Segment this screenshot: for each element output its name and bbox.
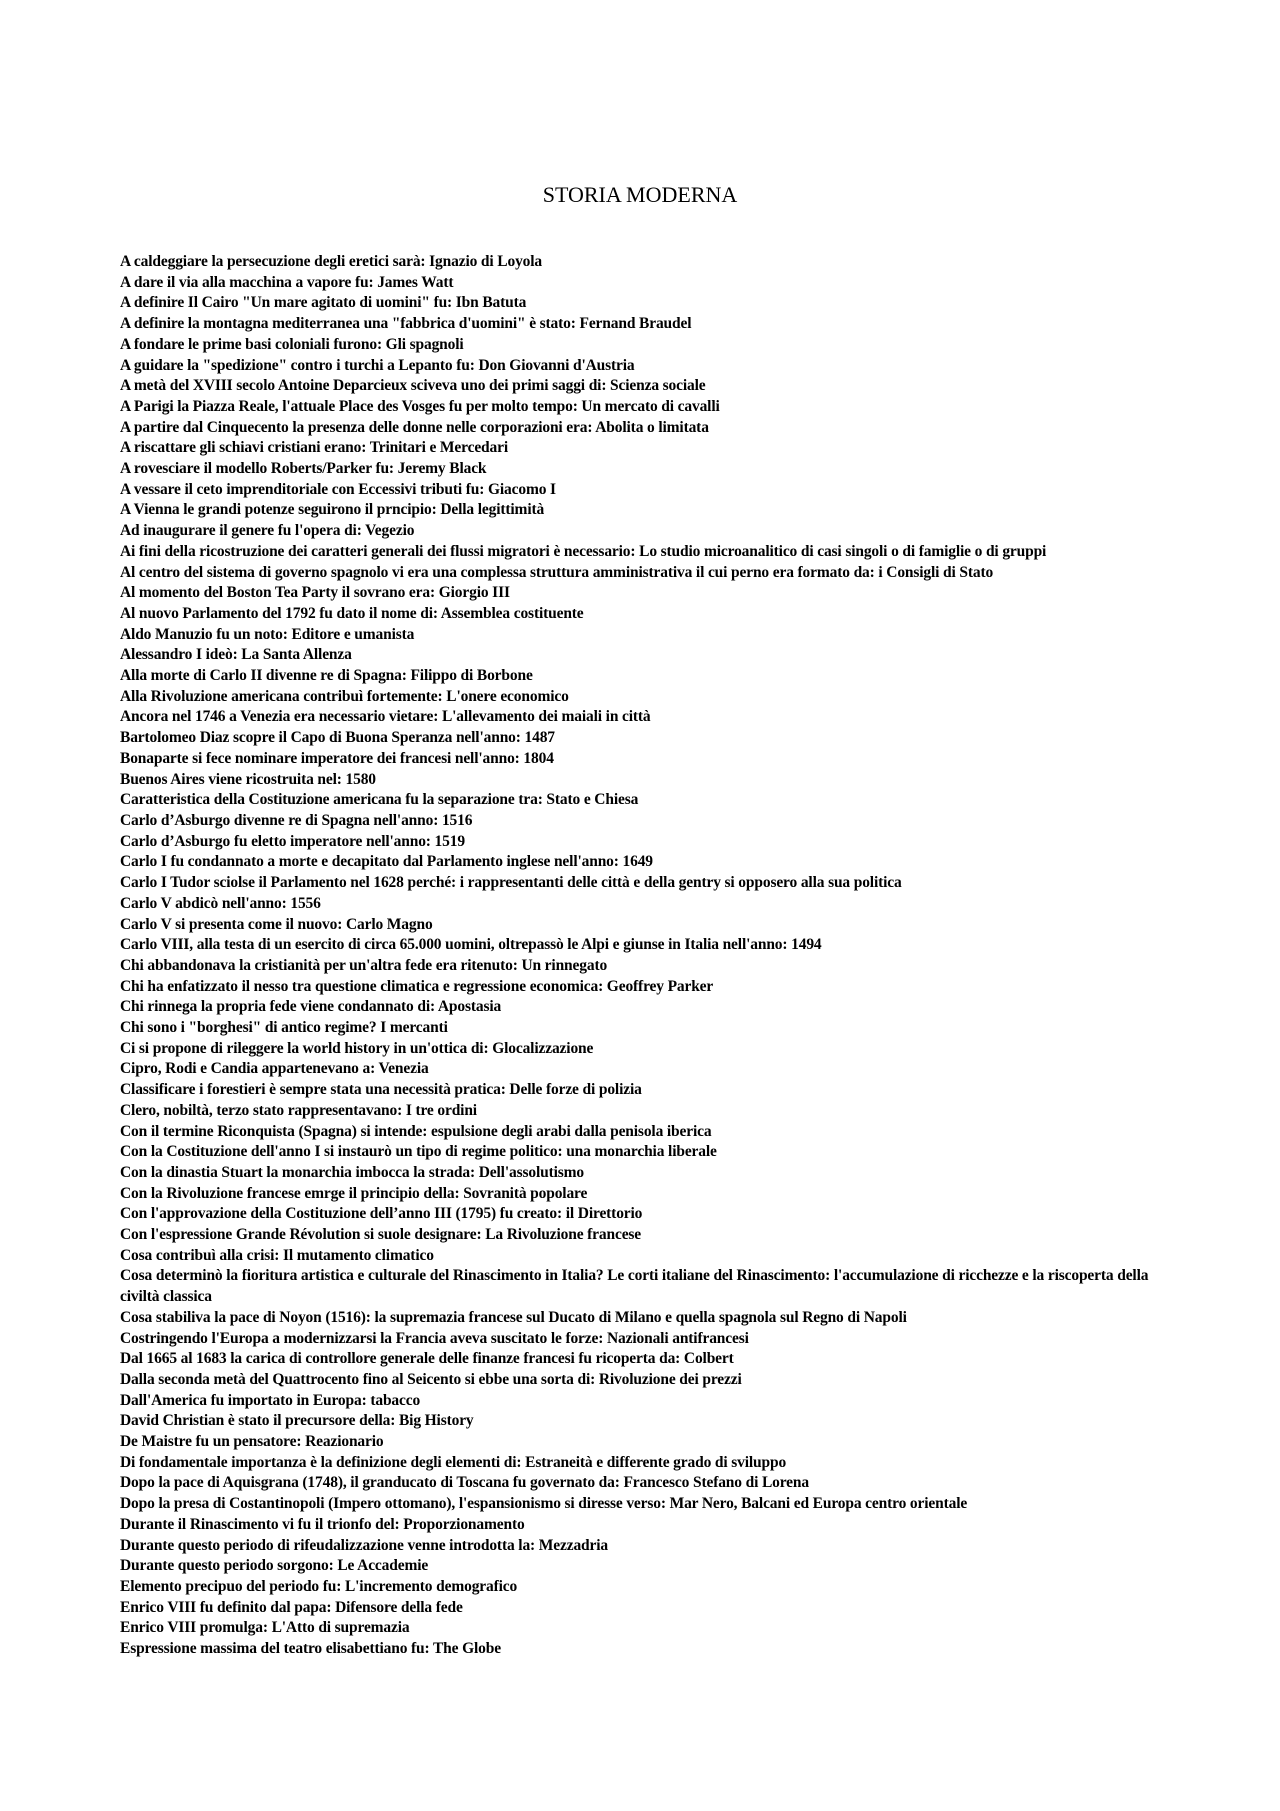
- list-item: Con il termine Riconquista (Spagna) si intende: espulsione degli arabi dalla penisola iberica: [120, 1122, 712, 1140]
- list-item: Cosa determinò la fioritura artistica e culturale del Rinascimento in Italia? Le corti italiane del Rinascimento: l'accumulazione di ricchezze e la riscoperta della civiltà classica: [120, 1267, 1149, 1306]
- list-item: Con l'approvazione della Costituzione dell’anno III (1795) fu creato: il Direttorio: [120, 1205, 643, 1223]
- list-item: Carlo I fu condannato a morte e decapitato dal Parlamento inglese nell'anno: 1649: [120, 853, 653, 871]
- list-item: Con la dinastia Stuart la monarchia imbocca la strada: Dell'assolutismo: [120, 1163, 584, 1181]
- list-item: Alessandro I ideò: La Santa Allenza: [120, 646, 352, 664]
- list-item: Dopo la pace di Aquisgrana (1748), il granducato di Toscana fu governato da: Francesco Stefano di Lorena: [120, 1474, 809, 1492]
- list-item: Chi rinnega la propria fede viene condannato di: Apostasia: [120, 998, 502, 1016]
- list-item: Chi ha enfatizzato il nesso tra questione climatica e regressione economica: Geoffrey Parker: [120, 977, 714, 995]
- list-item: Alla morte di Carlo II divenne re di Spagna: Filippo di Borbone: [120, 667, 533, 685]
- list-item: Alla Rivoluzione americana contribuì fortemente: L'onere economico: [120, 687, 569, 705]
- list-item: Chi abbandonava la cristianità per un'altra fede era ritenuto: Un rinnegato: [120, 956, 608, 974]
- list-item: Ai fini della ricostruzione dei caratteri generali dei flussi migratori è necessario: Lo studio microanalitico di casi singoli o di famiglie o di gruppi: [120, 542, 1047, 560]
- list-item: Elemento precipuo del periodo fu: L'incremento demografico: [120, 1578, 518, 1595]
- list-item: Durante questo periodo sorgono: Le Accademie: [120, 1557, 429, 1575]
- list-item: Chi sono i "borghesi" di antico regime? I mercanti: [120, 1019, 448, 1037]
- list-item: Con la Costituzione dell'anno I si instaurò un tipo di regime politico: una monarchia liberale: [120, 1143, 717, 1161]
- list-item: Dall'America fu importato in Europa: tabacco: [120, 1391, 421, 1409]
- list-item: Cipro, Rodi e Candia appartenevano a: Venezia: [120, 1060, 429, 1078]
- list-item: De Maistre fu un pensatore: Reazionario: [120, 1433, 384, 1451]
- list-item: A Vienna le grandi potenze seguirono il prncipio: Della legittimità: [120, 501, 545, 519]
- entry-list: [120, 252, 1170, 1660]
- list-item: A vessare il ceto imprenditoriale con Eccessivi tributi fu: Giacomo I: [120, 480, 556, 498]
- list-item: Dopo la presa di Costantinopoli (Impero ottomano), l'espansionismo si diresse verso: Mar Nero, Balcani ed Europa centro orientale: [120, 1495, 968, 1513]
- list-item: Al momento del Boston Tea Party il sovrano era: Giorgio III: [120, 584, 510, 602]
- list-item: Dal 1665 al 1683 la carica di controllore generale delle finanze francesi fu ricoperta da: Colbert: [120, 1350, 734, 1368]
- list-item: Carlo V si presenta come il nuovo: Carlo Magno: [120, 915, 433, 933]
- list-item: Dalla seconda metà del Quattrocento fino al Seicento si ebbe una sorta di: Rivoluzione dei prezzi: [120, 1370, 742, 1388]
- list-item: Cosa stabiliva la pace di Noyon (1516): la supremazia francese sul Ducato di Milano e quella spagnola sul Regno di Napoli: [120, 1308, 907, 1326]
- list-item: A guidare la "spedizione" contro i turchi a Lepanto fu: Don Giovanni d'Austria: [120, 356, 635, 374]
- list-item: Con la Rivoluzione francese emrge il principio della: Sovranità popolare: [120, 1184, 588, 1202]
- list-item: Ad inaugurare il genere fu l'opera di: Vegezio: [120, 522, 415, 540]
- list-item: Carlo d’Asburgo fu eletto imperatore nell'anno: 1519: [120, 832, 465, 850]
- list-item: A dare il via alla macchina a vapore fu: James Watt: [120, 273, 454, 291]
- list-item: A partire dal Cinquecento la presenza delle donne nelle corporazioni era: Abolita o limitata: [120, 418, 709, 436]
- list-item: Aldo Manuzio fu un noto: Editore e umanista: [120, 625, 415, 643]
- list-item: Enrico VIII promulga: L'Atto di supremazia: [120, 1619, 410, 1637]
- document-title: STORIA MODERNA: [542, 182, 738, 207]
- list-item: Con l'espressione Grande Révolution si suole designare: La Rivoluzione francese: [120, 1226, 642, 1244]
- list-item: Bartolomeo Diaz scopre il Capo di Buona Speranza nell'anno: 1487: [120, 729, 555, 747]
- list-item: A metà del XVIII secolo Antoine Deparcieux sciveva uno dei primi saggi di: Scienza sociale: [120, 377, 706, 395]
- list-item: A rovesciare il modello Roberts/Parker fu: Jeremy Black: [120, 460, 487, 478]
- list-item: Espressione massima del teatro elisabettiano fu: The Globe: [120, 1640, 501, 1658]
- list-item: Bonaparte si fece nominare imperatore dei francesi nell'anno: 1804: [120, 749, 554, 767]
- list-item: Carlo VIII, alla testa di un esercito di circa 65.000 uomini, oltrepassò le Alpi e giunse in Italia nell'anno: 1494: [120, 936, 822, 954]
- list-item: Classificare i forestieri è sempre stata una necessità pratica: Delle forze di polizia: [120, 1081, 642, 1099]
- list-item: Cosa contribuì alla crisi: Il mutamento climatico: [120, 1246, 434, 1264]
- list-item: Carlo V abdicò nell'anno: 1556: [120, 894, 321, 912]
- list-item: Al nuovo Parlamento del 1792 fu dato il nome di: Assemblea costituente: [120, 604, 584, 622]
- list-item: Clero, nobiltà, terzo stato rappresentavano: I tre ordini: [120, 1101, 477, 1119]
- list-item: A definire la montagna mediterranea una "fabbrica d'uomini" è stato: Fernand Braudel: [120, 315, 692, 333]
- list-item: Costringendo l'Europa a modernizzarsi la Francia aveva suscitato le forze: Nazionali antifrancesi: [120, 1329, 749, 1347]
- list-item: Caratteristica della Costituzione americana fu la separazione tra: Stato e Chiesa: [120, 791, 639, 809]
- list-item: Durante il Rinascimento vi fu il trionfo del: Proporzionamento: [120, 1515, 525, 1533]
- list-item: A riscattare gli schiavi cristiani erano: Trinitari e Mercedari: [120, 439, 509, 457]
- list-item: A caldeggiare la persecuzione degli eretici sarà: Ignazio di Loyola: [120, 253, 543, 270]
- list-item: Ancora nel 1746 a Venezia era necessario vietare: L'allevamento dei maiali in città: [120, 708, 651, 726]
- list-item: Di fondamentale importanza è la definizione degli elementi di: Estraneità e differente grado di sviluppo: [120, 1453, 787, 1471]
- list-item: A fondare le prime basi coloniali furono: Gli spagnoli: [120, 335, 464, 353]
- list-item: Ci si propone di rileggere la world history in un'ottica di: Glocalizzazione: [120, 1039, 594, 1057]
- list-item: Enrico VIII fu definito dal papa: Difensore della fede: [120, 1598, 463, 1616]
- list-item: Buenos Aires viene ricostruita nel: 1580: [120, 770, 376, 788]
- list-item: A Parigi la Piazza Reale, l'attuale Place des Vosges fu per molto tempo: Un mercato di cavalli: [120, 397, 720, 415]
- list-item: Al centro del sistema di governo spagnolo vi era una complessa struttura amministrativa il cui perno era formato da: i Consigli di Stato: [120, 563, 994, 581]
- list-item: David Christian è stato il precursore della: Big History: [120, 1412, 474, 1430]
- list-item: Durante questo periodo di rifeudalizzazione venne introdotta la: Mezzadria: [120, 1536, 609, 1554]
- list-item: Carlo I Tudor sciolse il Parlamento nel 1628 perché: i rappresentanti delle città e della gentry si opposero alla sua politica: [120, 874, 902, 892]
- list-item: Carlo d’Asburgo divenne re di Spagna nell'anno: 1516: [120, 811, 473, 829]
- list-item: A definire Il Cairo "Un mare agitato di uomini" fu: Ibn Batuta: [120, 294, 527, 312]
